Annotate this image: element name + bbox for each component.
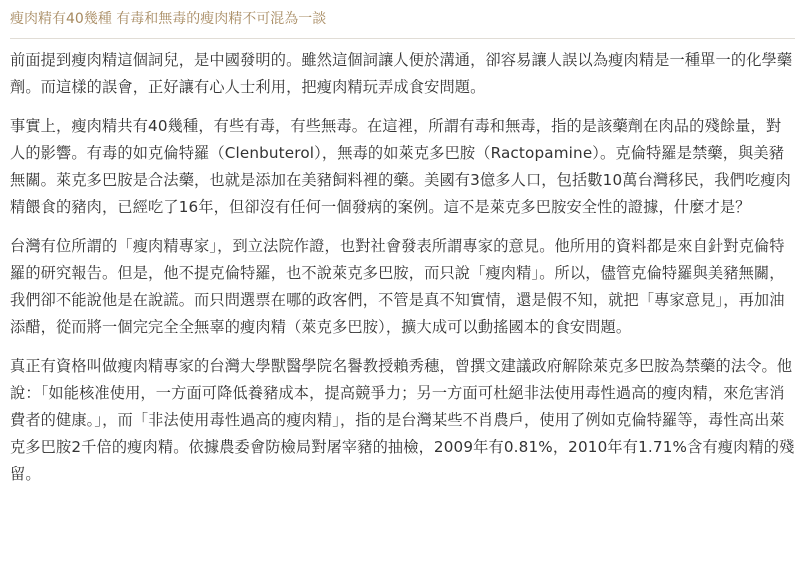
article-paragraph-1: 前面提到瘦肉精這個詞兒，是中國發明的。雖然這個詞讓人便於溝通，卻容易讓人誤以為瘦肉精是一種單一的化學藥劑。而這樣的誤會，正好讓有心人士利用，把瘦肉精玩弄成食安問題。: [10, 51, 793, 96]
article-paragraph-3: 台灣有位所謂的「瘦肉精專家」，到立法院作證，也對社會發表所謂專家的意見。他所用的資料都是來自針對克倫特羅的研究報告。但是，他不提克倫特羅，也不說萊克多巴胺，而只說「瘦肉精」。所以，儘管克倫特羅與美豬無關，我們卻不能說他是在說謊。而只問選票在哪的政客們，不管是真不知實情，還是假不知，就把「專家意見」，再加油添醋，從而將一個完完全全無辜的瘦肉精（萊克多巴胺），擴大成可以動搖國本的食安問題。: [10, 237, 785, 336]
article-title: 瘦肉精有40幾種 有毒和無毒的瘦肉精不可混為一談: [10, 11, 327, 27]
article-paragraph-4: 真正有資格叫做瘦肉精專家的台灣大學獸醫學院名譽教授賴秀穗，曾撰文建議政府解除萊克多巴胺為禁藥的法令。他說：「如能核准使用，一方面可降低養豬成本，提高競爭力；另一方面可杜絕非法使用毒性過高的瘦肉精，來危害消費者的健康。」，而「非法使用毒性過高的瘦肉精」，指的是台灣某些不肖農戶，使用了例如克倫特羅等，毒性高出萊克多巴胺2千倍的瘦肉精。依據農委會防檢局對屠宰豬的抽檢，2009年有0.81%，2010年有1.71%含有瘦肉精的殘留。: [10, 357, 795, 483]
title-divider: [10, 38, 795, 39]
article-paragraph-2: 事實上，瘦肉精共有40幾種，有些有毒，有些無毒。在這裡，所謂有毒和無毒，指的是該藥劑在肉品的殘餘量，對人的影響。有毒的如克倫特羅（Clenbuterol），無毒的如萊克多巴胺（Ractopamine）。克倫特羅是禁藥，與美豬無關。萊克多巴胺是合法藥，也就是添加在美豬飼料裡的藥。美國有3億多人口，包括數10萬台灣移民，我們吃瘦肉精餵食的豬肉，已經吃了16年，但卻沒有任何一個發病的案例。這不是萊克多巴胺安全性的證據，什麼才是？: [10, 117, 791, 216]
